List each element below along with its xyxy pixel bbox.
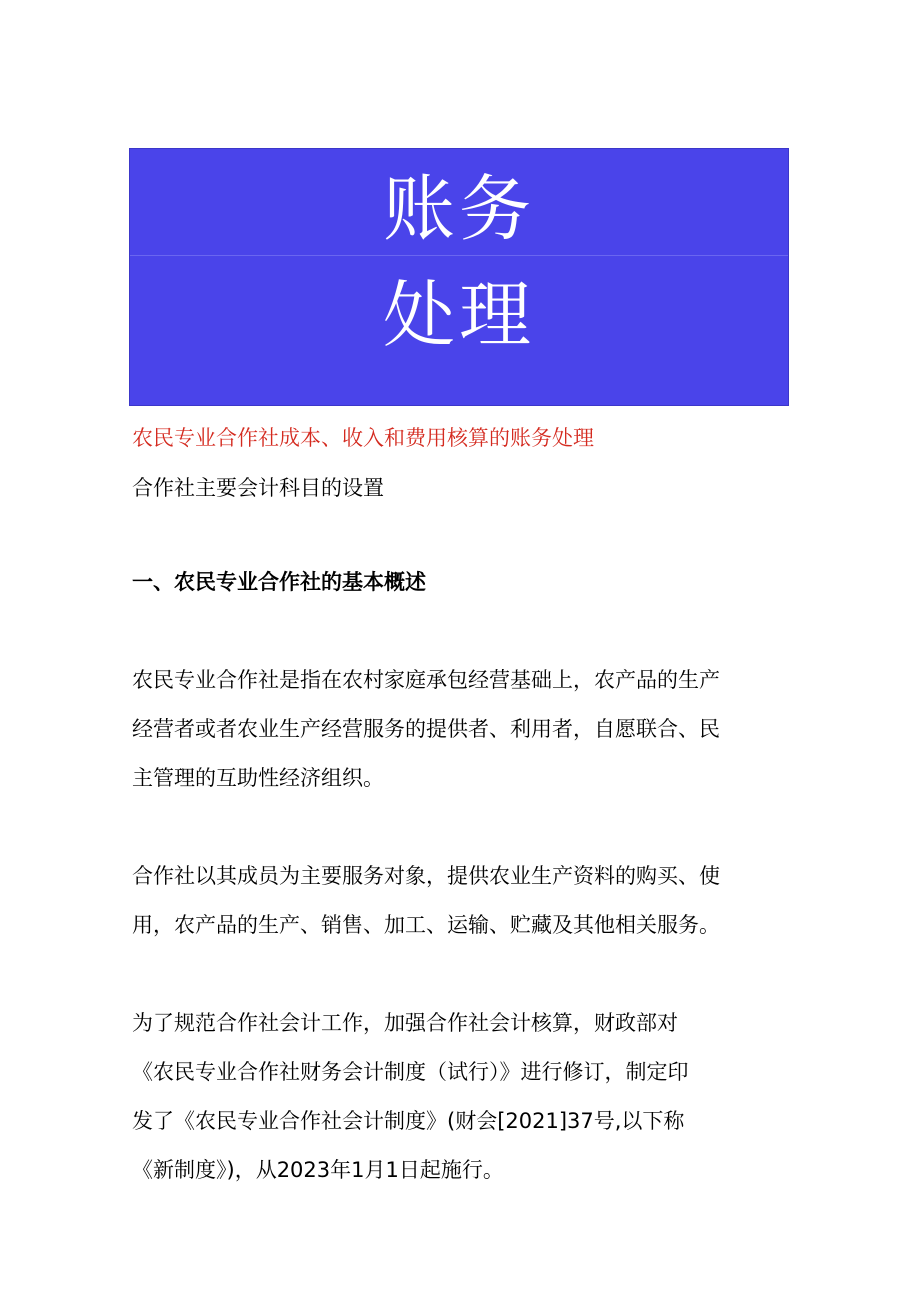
banner-title-line-1: 账务 <box>382 167 535 251</box>
paragraph-line: 《新制度》)，从2023年1月1日起施行。 <box>132 1158 504 1182</box>
section-heading: 一、农民专业合作社的基本概述 <box>132 570 426 594</box>
banner-title-line-2: 处理 <box>382 273 535 357</box>
paragraph-line: 主管理的互助性经济组织。 <box>132 766 384 790</box>
paragraph-line: 经营者或者农业生产经营服务的提供者、利用者，自愿联合、民 <box>132 717 720 741</box>
document-title: 农民专业合作社成本、收入和费用核算的账务处理 <box>132 426 594 450</box>
paragraph-line: 为了规范合作社会计工作，加强合作社会计核算，财政部对 <box>132 1011 678 1035</box>
paragraph-line: 用，农产品的生产、销售、加工、运输、贮藏及其他相关服务。 <box>132 913 720 937</box>
paragraph-line: 农民专业合作社是指在农村家庭承包经营基础上，农产品的生产 <box>132 668 720 692</box>
paragraph-services <box>132 852 792 950</box>
paragraph-regulation <box>132 999 792 1195</box>
paragraph-line: 《农民专业合作社财务会计制度（试行）》进行修订，制定印 <box>132 1060 689 1084</box>
banner-divider <box>130 255 788 256</box>
paragraph-line: 发了《农民专业合作社会计制度》(财会[2021]37号,以下称 <box>132 1109 685 1133</box>
paragraph-line: 合作社以其成员为主要服务对象，提供农业生产资料的购买、使 <box>132 864 720 888</box>
paragraph-definition <box>132 656 792 803</box>
title-banner <box>129 148 789 406</box>
document-subtitle: 合作社主要会计科目的设置 <box>132 476 384 500</box>
